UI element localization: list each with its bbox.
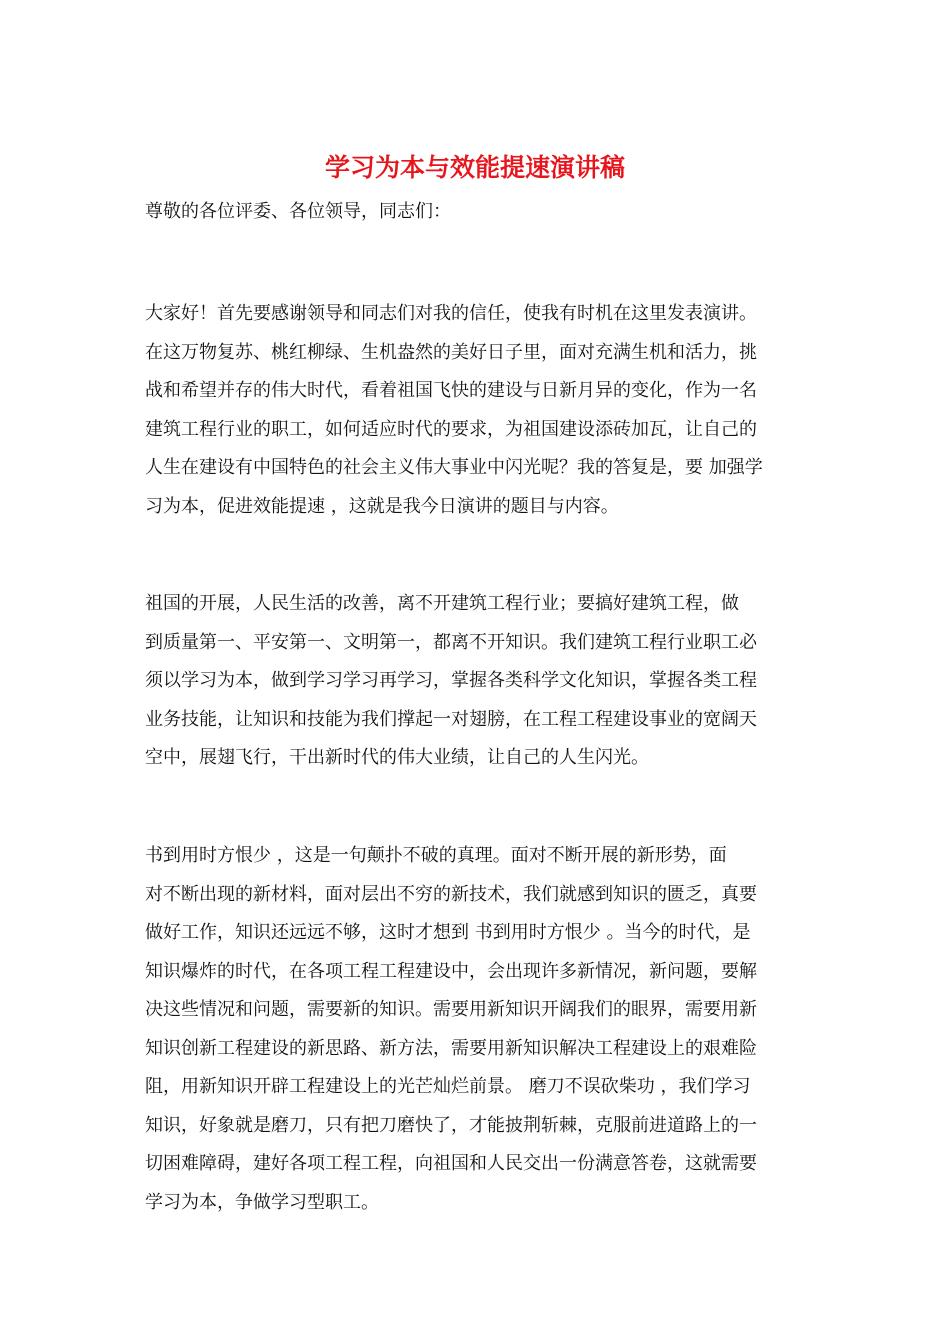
paragraph-line: 习为本，促进效能提速 ，这就是我今日演讲的题目与内容。 [145, 495, 619, 517]
document-title: 学习为本与效能提速演讲稿 [324, 153, 625, 182]
paragraph-line: 战和希望并存的伟大时代，看着祖国飞快的建设与日新月异的变化，作为一名 [145, 380, 757, 401]
paragraph-line: 祖国的开展，人民生活的改善，离不开建筑工程行业；要搞好建筑工程，做 [145, 593, 739, 614]
paragraph-line: 书到用时方恨少 ，这是一句颠扑不破的真理。面对不断开展的新形势，面 [145, 845, 727, 866]
paragraph-line: 学习为本，争做学习型职工。 [145, 1191, 379, 1213]
paragraph-line: 到质量第一、平安第一、文明第一，都离不开知识。我们建筑工程行业职工必 [145, 631, 757, 653]
paragraph-line: 在这万物复苏、桃红柳绿、生机盎然的美好日子里，面对充满生机和活力，挑 [145, 341, 757, 363]
paragraph-line: 大家好！首先要感谢领导和同志们对我的信任，使我有时机在这里发表演讲。 [145, 303, 757, 324]
paragraph-line: 做好工作，知识还远远不够，这时才想到 书到用时方恨少 。当今的时代，是 [145, 922, 751, 943]
paragraph-line: 阻，用新知识开辟工程建设上的光芒灿烂前景。 磨刀不误砍柴功 ，我们学习 [145, 1076, 751, 1097]
paragraph-line: 知识爆炸的时代，在各项工程工程建设中，会出现许多新情况，新问题，要解 [145, 960, 757, 982]
paragraph-2 [145, 585, 815, 778]
paragraph-line: 切困难障碍，建好各项工程工程，向祖国和人民交出一份满意答卷，这就需要 [145, 1153, 757, 1174]
paragraph-line: 知识，好象就是磨刀，只有把刀磨快了，才能披荆斩棘，克服前进道路上的一 [145, 1114, 757, 1136]
paragraph-line: 空中，展翅飞行，干出新时代的伟大业绩，让自己的人生闪光。 [145, 747, 649, 768]
paragraph-line: 人生在建设有中国特色的社会主义伟大事业中闪光呢？我的答复是，要 加强学 [145, 457, 763, 478]
paragraph-line: 须以学习为本，做到学习学习再学习，掌握各类科学文化知识，掌握各类工程 [145, 670, 757, 691]
paragraph-line: 业务技能，让知识和技能为我们撑起一对翅膀，在工程工程建设事业的宽阔天 [145, 708, 757, 730]
paragraph-line: 建筑工程行业的职工，如何适应时代的要求，为祖国建设添砖加瓦，让自己的 [145, 418, 757, 440]
paragraph-line: 决这些情况和问题，需要新的知识。需要用新知识开阔我们的眼界，需要用新 [145, 999, 757, 1020]
paragraph-3 [145, 837, 815, 1222]
paragraph-line: 知识创新工程建设的新思路、新方法，需要用新知识解决工程建设上的艰难险 [145, 1037, 757, 1059]
paragraph-line: 对不断出现的新材料，面对层出不穷的新技术，我们就感到知识的匮乏，真要 [145, 883, 757, 905]
salutation: 尊敬的各位评委、各位领导，同志们： [145, 201, 451, 222]
paragraph-1 [145, 295, 815, 526]
